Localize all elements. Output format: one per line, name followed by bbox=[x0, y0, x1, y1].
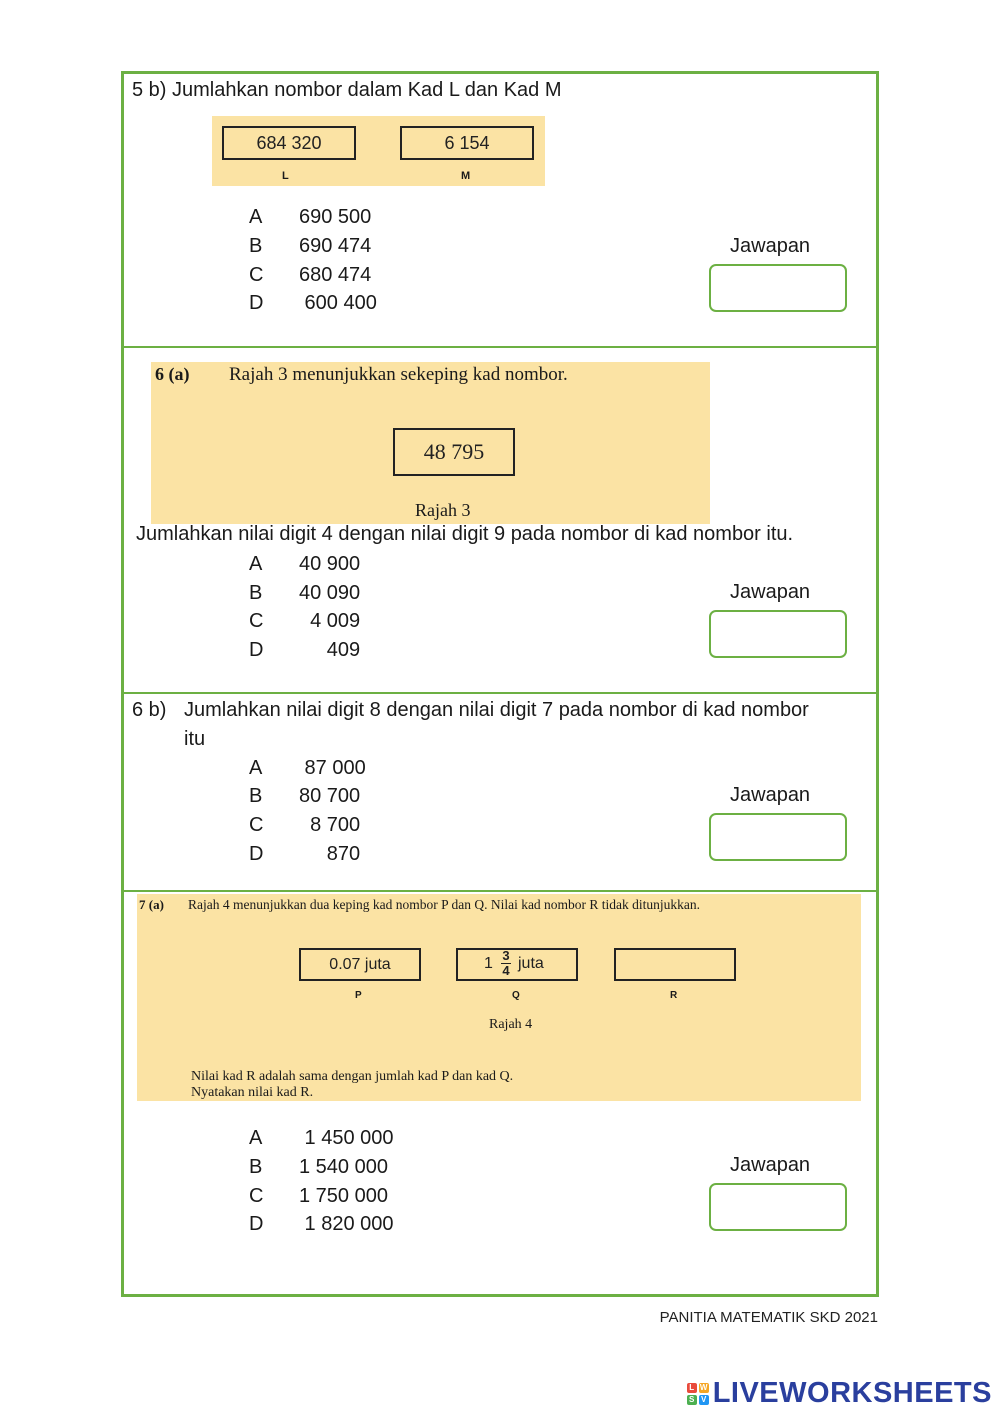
option-letter: B bbox=[249, 785, 263, 807]
answer-label: Jawapan bbox=[730, 1154, 811, 1176]
option-letter: D bbox=[249, 639, 264, 661]
brand-mark-icon bbox=[687, 1383, 709, 1405]
option-value: 1 450 000 bbox=[299, 1127, 394, 1149]
brand-mark-letter: S bbox=[687, 1395, 697, 1405]
question-5b-title: 5 b) Jumlahkan nombor dalam Kad L dan Kad M bbox=[132, 79, 562, 101]
option-letter: D bbox=[249, 292, 264, 314]
card-q-label: Q bbox=[512, 990, 520, 1001]
figure-heading: Rajah 4 menunjukkan dua keping kad nombor P dan Q. Nilai kad nombor R tidak ditunjukkan. bbox=[188, 897, 701, 912]
option-value: 1 540 000 bbox=[299, 1156, 388, 1178]
brand-mark-letter: L bbox=[687, 1383, 697, 1393]
option-value: 40 900 bbox=[299, 553, 361, 575]
question-6b-line2: itu bbox=[184, 728, 206, 750]
figure-heading: Rajah 3 menunjukkan sekeping kad nombor. bbox=[229, 364, 568, 385]
option-value: 80 700 bbox=[299, 785, 361, 807]
card-r bbox=[614, 948, 736, 981]
card-l-label: L bbox=[282, 170, 289, 182]
option-letter: D bbox=[249, 1213, 264, 1235]
rajah-3-figure bbox=[151, 362, 710, 524]
card-m-label: M bbox=[461, 170, 471, 182]
option-value: 680 474 bbox=[299, 264, 372, 286]
option-letter: C bbox=[249, 814, 264, 836]
card-l: 684 320 bbox=[222, 126, 356, 160]
option-value: 690 474 bbox=[299, 235, 372, 257]
answer-input-5b[interactable] bbox=[709, 264, 847, 312]
worksheet-frame bbox=[121, 71, 879, 1297]
brand-mark-letter: W bbox=[699, 1382, 708, 1392]
option-letter: A bbox=[249, 206, 263, 228]
option-letter: C bbox=[249, 610, 264, 632]
figure-number: 6 (a) bbox=[155, 364, 190, 384]
card-q-unit: juta bbox=[518, 955, 544, 972]
rajah-4-figure bbox=[137, 894, 861, 1101]
question-6a-text: Jumlahkan nilai digit 4 dengan nilai digit 9 pada nombor di kad nombor itu. bbox=[136, 523, 794, 545]
answer-input-7a[interactable] bbox=[709, 1183, 847, 1231]
option-letter: B bbox=[249, 582, 263, 604]
question-5b bbox=[124, 74, 876, 346]
option-value: 87 000 bbox=[299, 757, 366, 779]
brand-name: LIVEWORKSHEETS bbox=[712, 1377, 992, 1409]
card-p: 0.07 juta bbox=[299, 948, 421, 981]
question-6b-line1: Jumlahkan nilai digit 8 dengan nilai digit 7 pada nombor di kad nombor bbox=[184, 699, 809, 721]
question-6b-number: 6 b) bbox=[132, 699, 167, 721]
card-m: 6 154 bbox=[400, 126, 534, 160]
card-r-label: R bbox=[670, 990, 678, 1001]
card-q bbox=[456, 948, 578, 981]
option-value: 40 090 bbox=[299, 582, 361, 604]
statement-line2: Nyatakan nilai kad R. bbox=[191, 1085, 314, 1100]
footer-text: PANITIA MATEMATIK SKD 2021 bbox=[659, 1309, 878, 1326]
option-letter: D bbox=[249, 843, 264, 865]
number-card: 48 795 bbox=[393, 428, 515, 476]
card-q-whole: 1 bbox=[484, 955, 493, 972]
figure-caption: Rajah 3 bbox=[415, 500, 471, 520]
option-letter: B bbox=[249, 1156, 263, 1178]
answer-input-6a[interactable] bbox=[709, 610, 847, 658]
answer-label: Jawapan bbox=[730, 784, 811, 806]
statement-line1: Nilai kad R adalah sama dengan jumlah kad P dan kad Q. bbox=[191, 1069, 514, 1084]
question-7a bbox=[124, 892, 876, 1292]
question-6b bbox=[124, 694, 876, 890]
cards-lm-figure bbox=[212, 116, 545, 186]
option-letter: A bbox=[249, 553, 263, 575]
option-value: 870 bbox=[299, 843, 361, 865]
option-value: 1 750 000 bbox=[299, 1185, 388, 1207]
card-q-denominator: 4 bbox=[502, 963, 510, 978]
figure-caption: Rajah 4 bbox=[489, 1017, 533, 1032]
brand-mark-letter: V bbox=[699, 1395, 709, 1405]
figure-number: 7 (a) bbox=[139, 897, 164, 912]
liveworksheets-logo bbox=[687, 1377, 992, 1410]
answer-input-6b[interactable] bbox=[709, 813, 847, 861]
option-value: 600 400 bbox=[299, 292, 377, 314]
card-p-label: P bbox=[355, 990, 362, 1001]
answer-label: Jawapan bbox=[730, 235, 811, 257]
option-letter: B bbox=[249, 235, 263, 257]
answer-label: Jawapan bbox=[730, 581, 811, 603]
option-value: 1 820 000 bbox=[299, 1213, 394, 1235]
option-letter: A bbox=[249, 1127, 263, 1149]
card-q-numerator: 3 bbox=[502, 948, 510, 963]
option-value: 690 500 bbox=[299, 206, 372, 228]
option-value: 4 009 bbox=[299, 610, 361, 632]
option-value: 8 700 bbox=[299, 814, 361, 836]
option-letter: A bbox=[249, 757, 263, 779]
option-value: 409 bbox=[299, 639, 361, 661]
option-letter: C bbox=[249, 264, 264, 286]
question-6a bbox=[124, 348, 876, 692]
option-letter: C bbox=[249, 1185, 264, 1207]
